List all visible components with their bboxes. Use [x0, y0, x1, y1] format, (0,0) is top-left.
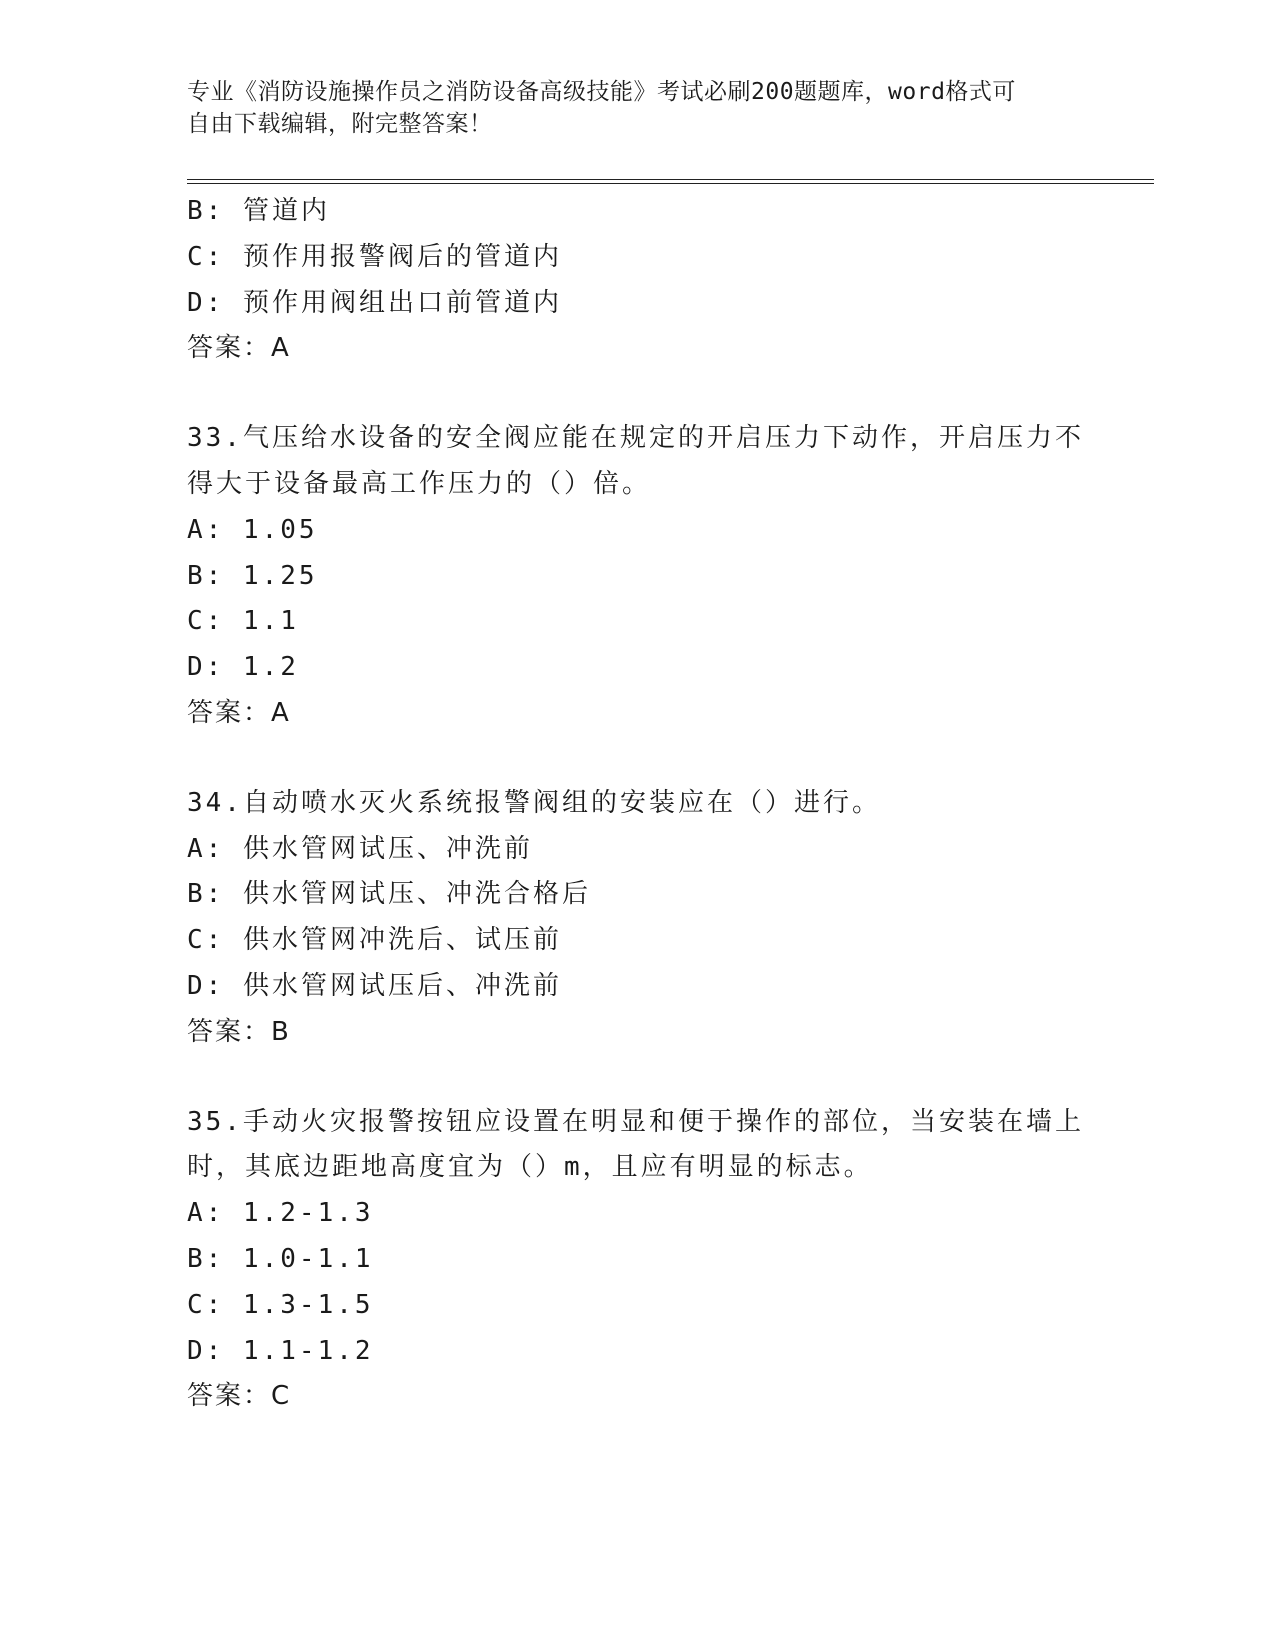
answer: 答案：A [187, 697, 291, 728]
option-a: A: 供水管网试压、冲洗前 [187, 833, 533, 864]
question-stem-line-1: 34.自动喷水灭火系统报警阀组的安装应在（）进行。 [187, 787, 881, 818]
option-b: B: 供水管网试压、冲洗合格后 [187, 879, 591, 910]
header-line-1: 专业《消防设施操作员之消防设备高级技能》考试必刷200题题库，word格式可 [187, 79, 1016, 105]
option-b: B: 1.0-1.1 [187, 1243, 374, 1274]
option-d: D: 1.1-1.2 [187, 1335, 374, 1366]
option-a: A: 1.2-1.3 [187, 1198, 374, 1229]
answer: 答案：B [187, 1016, 291, 1047]
question-stem-line-2: 得大于设备最高工作压力的（）倍。 [187, 468, 652, 499]
option-d: D: 供水管网试压后、冲洗前 [187, 970, 562, 1001]
option-b: B: 1.25 [187, 560, 318, 591]
question-34 [187, 781, 1147, 1056]
question-33 [187, 416, 1147, 737]
answer: 答案：C [187, 1381, 292, 1412]
question-32-continued [187, 189, 1147, 372]
question-stem-line-2: 时，其底边距地高度宜为（）m，且应有明显的标志。 [187, 1152, 873, 1183]
option-c: C: 预作用报警阀后的管道内 [187, 241, 562, 272]
answer: 答案：A [187, 333, 291, 364]
option-a: A: 1.05 [187, 514, 318, 545]
header-line-2: 自由下载编辑，附完整答案！ [187, 111, 493, 137]
question-stem-line-1: 33.气压给水设备的安全阀应能在规定的开启压力下动作，开启压力不 [187, 423, 1084, 454]
option-b: B: 管道内 [187, 196, 330, 226]
option-d: D: 预作用阀组出口前管道内 [187, 287, 562, 318]
question-35 [187, 1100, 1147, 1421]
question-list [187, 189, 1147, 1420]
header-double-rule [187, 179, 1154, 184]
document-header [187, 76, 1067, 140]
option-c: C: 1.1 [187, 606, 299, 637]
option-c: C: 1.3-1.5 [187, 1289, 374, 1320]
option-d: D: 1.2 [187, 652, 299, 683]
option-c: C: 供水管网冲洗后、试压前 [187, 925, 562, 956]
question-stem-line-1: 35.手动火灾报警按钮应设置在明显和便于操作的部位，当安装在墙上 [187, 1106, 1084, 1137]
